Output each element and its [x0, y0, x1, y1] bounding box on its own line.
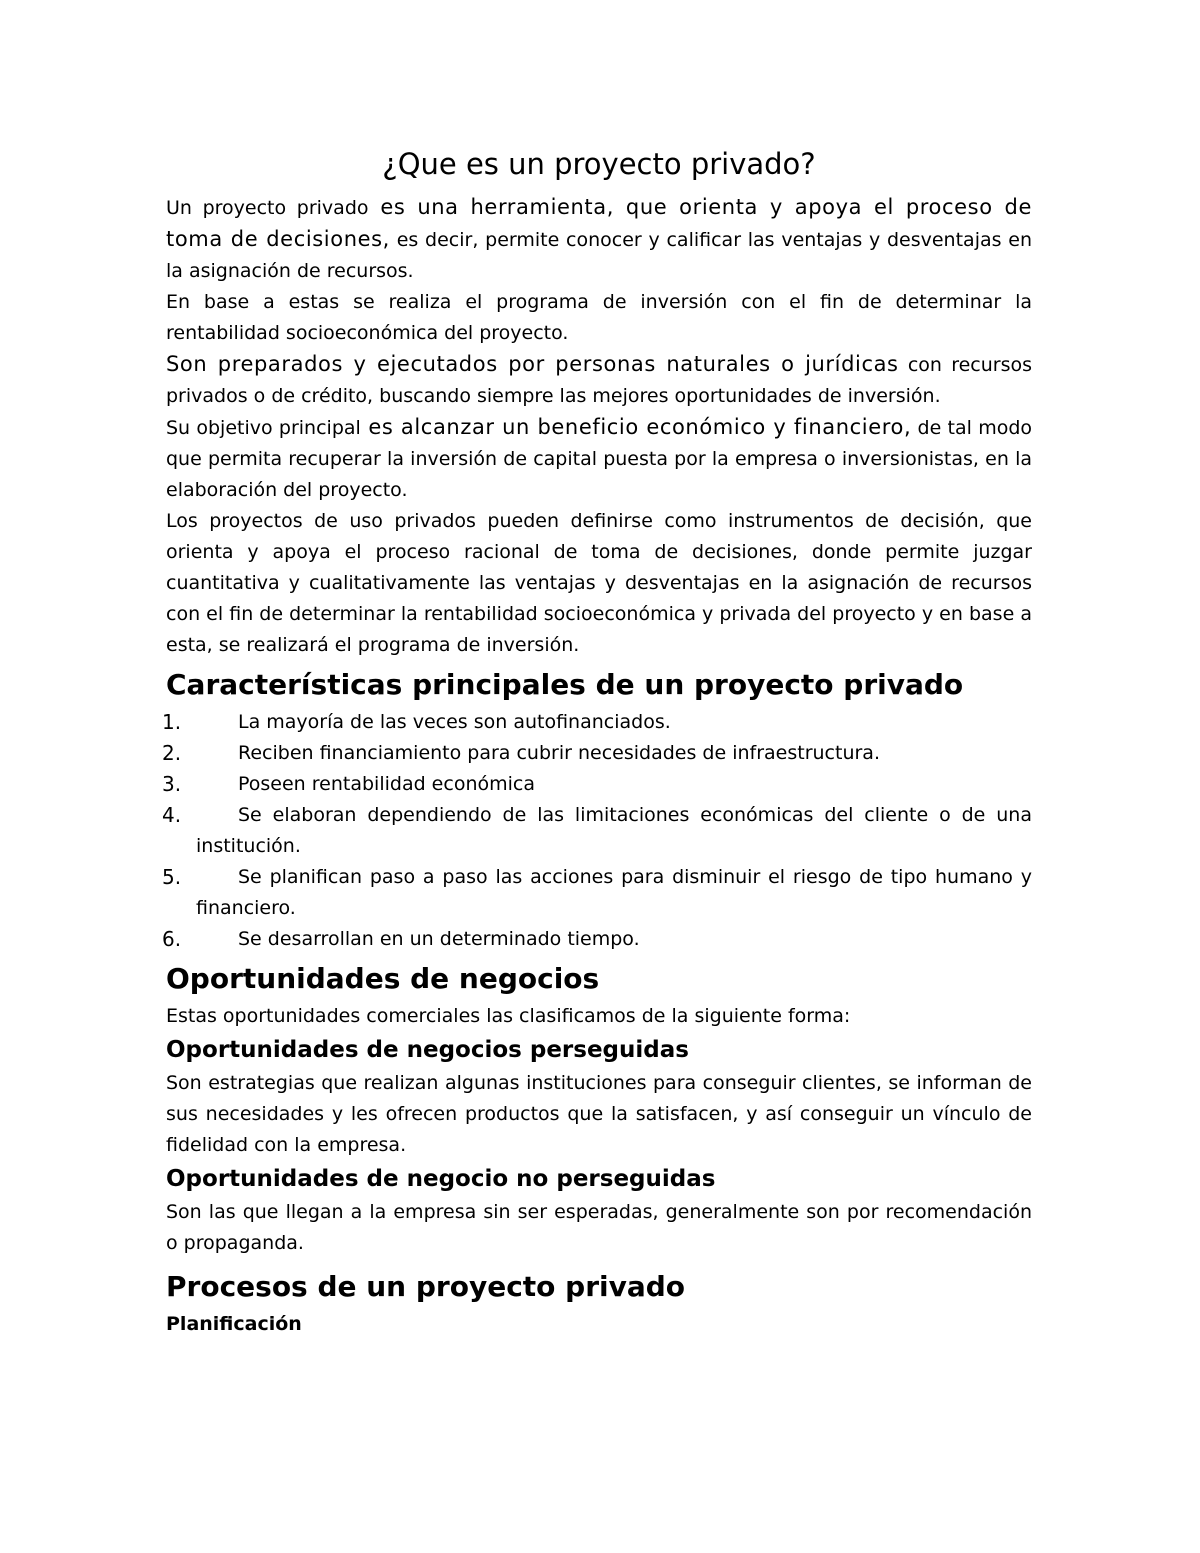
list-item-text: Poseen rentabilidad económica — [238, 773, 535, 795]
planning-subheading: Planificación — [166, 1313, 302, 1335]
list-item-number: 4. — [162, 803, 182, 827]
list-item — [162, 800, 1032, 862]
intro-p1-tail: es decir, permite conocer y calificar las ventajas y desventajas en la asignación de recursos. — [166, 229, 1033, 282]
features-heading: Características principales de un proyecto privado — [166, 668, 964, 701]
intro-p4-tail: de tal modo que permita recuperar la inversión de capital puesta por la empresa o inversionistas, en la elaboración del proyecto. — [166, 417, 1033, 501]
intro-paragraph-5: Los proyectos de uso privados pueden definirse como instrumentos de decisión, que orienta y apoya el proceso racional de toma de decisiones, donde permite juzgar cuantitativa y cualitativamente las ventajas y desventajas en la asignación de recursos con el fin de determinar la rentabilidad socioeconómica y privada del proyecto y en base a esta, se realizará el programa de inversión. — [166, 510, 1032, 656]
list-item-number: 3. — [162, 772, 182, 796]
intro-p3-tail: con recursos privados o de crédito, buscando siempre las mejores oportunidades de inversión. — [166, 354, 1033, 407]
list-item — [162, 862, 1032, 924]
intro-paragraph-2: En base a estas se realiza el programa de inversión con el fin de determinar la rentabilidad socioeconómica del proyecto. — [166, 291, 1032, 344]
pursued-opportunities-heading: Oportunidades de negocios perseguidas — [166, 1037, 689, 1063]
intro-p4-lead: Su objetivo principal — [166, 417, 361, 439]
not-pursued-opportunities-heading: Oportunidades de negocio no perseguidas — [166, 1166, 716, 1192]
list-item-number: 1. — [162, 710, 182, 734]
intro-p1-emphasis: es una herramienta, que orienta y apoya el proceso de toma de decisiones, — [166, 195, 1032, 251]
list-item-text: Se elaboran dependiendo de las limitaciones económicas del cliente o de una institución. — [196, 804, 1032, 857]
list-item — [162, 769, 1032, 800]
list-item — [162, 738, 1032, 769]
processes-heading: Procesos de un proyecto privado — [166, 1270, 686, 1303]
intro-paragraph-4 — [166, 412, 1032, 506]
list-item-number: 6. — [162, 927, 182, 951]
features-list — [162, 707, 1032, 955]
document-page — [162, 142, 1033, 1340]
intro-p1-lead: Un proyecto privado — [166, 197, 369, 219]
list-item-text: Se desarrollan en un determinado tiempo. — [238, 928, 640, 950]
intro-paragraph-1 — [166, 192, 1032, 287]
list-item-text: La mayoría de las veces son autofinanciados. — [238, 711, 671, 733]
not-pursued-opportunities-text: Son las que llegan a la empresa sin ser esperadas, generalmente son por recomendación o propaganda. — [166, 1201, 1032, 1254]
list-item-text: Reciben financiamiento para cubrir necesidades de infraestructura. — [238, 742, 880, 764]
opportunities-intro: Estas oportunidades comerciales las clasificamos de la siguiente forma: — [166, 1005, 851, 1027]
list-item — [162, 924, 1032, 955]
intro-paragraph-3 — [166, 349, 1032, 412]
opportunities-heading: Oportunidades de negocios — [166, 962, 600, 995]
intro-p4-emphasis: es alcanzar un beneficio económico y financiero, — [360, 415, 912, 439]
pursued-opportunities-text: Son estrategias que realizan algunas instituciones para conseguir clientes, se informan de sus necesidades y les ofrecen productos que la satisfacen, y así conseguir un vínculo de fidelidad con la empresa. — [166, 1072, 1032, 1156]
page-title: ¿Que es un proyecto privado? — [382, 147, 816, 181]
list-item-number: 5. — [162, 865, 182, 889]
intro-p3-emphasis: Son preparados y ejecutados por personas naturales o jurídicas — [166, 352, 899, 376]
list-item-number: 2. — [162, 741, 182, 765]
list-item — [162, 707, 1032, 738]
list-item-text: Se planifican paso a paso las acciones para disminuir el riesgo de tipo humano y financiero. — [196, 866, 1032, 919]
